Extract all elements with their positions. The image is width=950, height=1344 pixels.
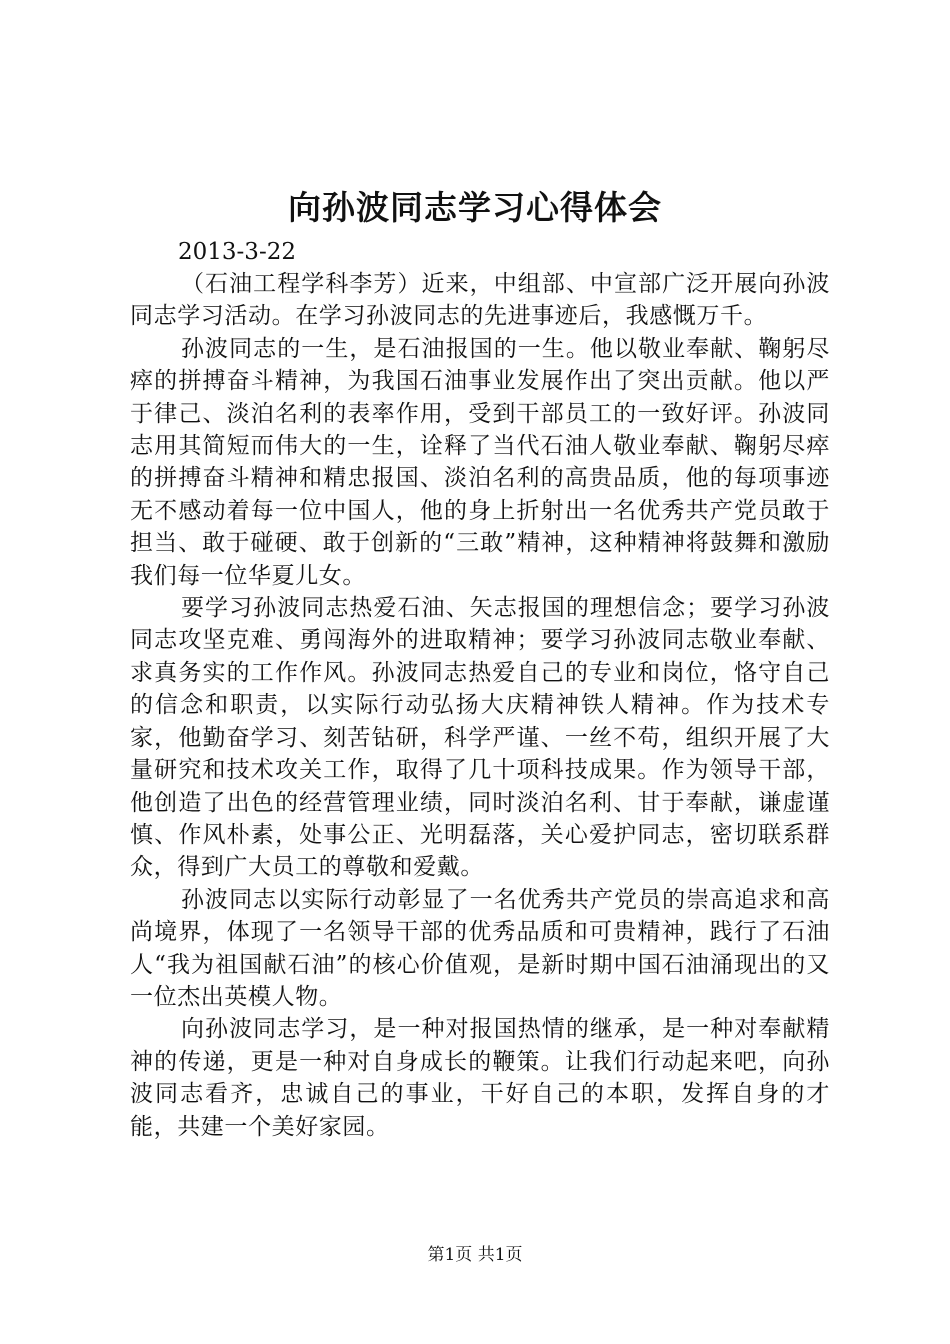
paragraph-learning: 要学习孙波同志热爱石油、矢志报国的理想信念；要学习孙波同志攻坚克难、勇闯海外的进取精神；要学习孙波同志敬业奉献、求真务实的工作作风。孙波同志热爱自己的专业和岗位，恪守自己的信念和职责，以实际行动弘扬大庆精神铁人精神。作为技术专家，他勤奋学习、刻苦钻研，科学严谨、一丝不苟，组织开展了大量研究和技术攻关工作，取得了几十项科技成果。作为领导干部，他创造了出色的经营管理业绩，同时淡泊名利、甘于奉献，谦虚谨慎、作风朴素，处事公正、光明磊落，关心爱护同志，密切联系群众，得到广大员工的尊敬和爱戴。 <box>130 595 830 881</box>
document-body <box>130 236 830 1143</box>
document-date: 2013-3-22 <box>178 239 296 265</box>
paragraph-conclusion: 向孙波同志学习，是一种对报国热情的继承，是一种对奉献精神的传递，更是一种对自身成长的鞭策。让我们行动起来吧，向孙波同志看齐，忠诚自己的事业，干好自己的本职，发挥自身的才能，共建一个美好家园。 <box>130 1016 830 1140</box>
paragraph-life: 孙波同志的一生，是石油报国的一生。他以敬业奉献、鞠躬尽瘁的拼搏奋斗精神，为我国石油事业发展作出了突出贡献。他以严于律己、淡泊名利的表率作用，受到干部员工的一致好评。孙波同志用其简短而伟大的一生，诠释了当代石油人敬业奉献、鞠躬尽瘁的拼搏奋斗精神和精忠报国、淡泊名利的高贵品质，他的每项事迹无不感动着每一位中国人，他的身上折射出一名优秀共产党员敢于担当、敢于碰硬、敢于创新的“三敢”精神，这种精神将鼓舞和激励我们每一位华夏儿女。 <box>130 335 830 589</box>
paragraph-intro: （石油工程学科李芳）近来，中组部、中宣部广泛开展向孙波同志学习活动。在学习孙波同志的先进事迹后，我感慨万千。 <box>130 271 830 330</box>
paragraph-values: 孙波同志以实际行动彰显了一名优秀共产党员的崇高追求和高尚境界，体现了一名领导干部的优秀品质和可贵精神，践行了石油人“我为祖国献石油”的核心价值观，是新时期中国石油涌现出的又一位杰出英模人物。 <box>130 886 830 1010</box>
page-footer: 第1页 共1页 <box>427 1245 523 1265</box>
document-title: 向孙波同志学习心得体会 <box>288 188 662 227</box>
